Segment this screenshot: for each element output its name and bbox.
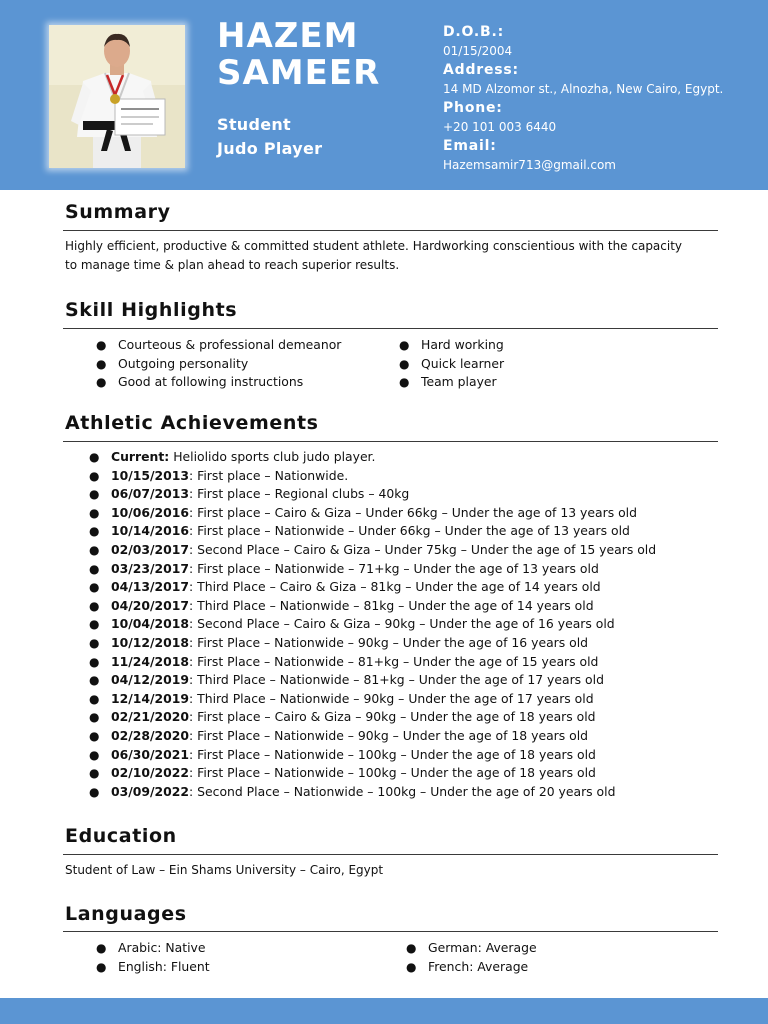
bullet-icon: ● bbox=[89, 542, 100, 557]
bullet-icon: ● bbox=[89, 598, 100, 613]
list-item bbox=[96, 355, 341, 374]
list-item bbox=[96, 336, 342, 355]
achievement-item bbox=[89, 764, 656, 783]
skills-heading: Skill Highlights bbox=[65, 299, 238, 321]
dob-label: D.O.B.: bbox=[443, 24, 505, 40]
bullet-icon: ● bbox=[89, 524, 100, 539]
address-label: Address: bbox=[443, 62, 519, 78]
summary-text bbox=[65, 237, 725, 275]
list-item bbox=[399, 336, 504, 355]
bullet-icon: ● bbox=[406, 941, 417, 955]
bullet-icon: ● bbox=[89, 784, 100, 799]
achievement-item bbox=[89, 597, 656, 616]
achievement-text: : First Place – Nationwide – 90kg – Under the age of 16 years old bbox=[189, 634, 589, 650]
achievement-date: 02/10/2022 bbox=[111, 765, 190, 781]
bullet-icon: ● bbox=[96, 338, 107, 352]
achievement-date: 10/06/2016 bbox=[111, 504, 190, 520]
achievement-item bbox=[89, 504, 656, 523]
achievement-text: : Second Place – Cairo & Giza – Under 75kg – Under the age of 15 years old bbox=[189, 541, 657, 557]
achievement-date: 04/20/2017 bbox=[111, 597, 190, 613]
achievement-date: 02/28/2020 bbox=[111, 727, 190, 743]
skill-text: Good at following instructions bbox=[118, 374, 304, 390]
skill-text: Outgoing personality bbox=[118, 355, 249, 371]
achievement-date: 10/14/2016 bbox=[111, 523, 190, 539]
dob-value: 01/15/2004 bbox=[443, 44, 513, 58]
email-value[interactable]: Hazemsamir713@gmail.com bbox=[443, 158, 616, 172]
summary-divider bbox=[63, 230, 718, 231]
language-text: English: Fluent bbox=[118, 958, 210, 974]
phone-label: Phone: bbox=[443, 100, 503, 116]
achievement-item bbox=[89, 653, 656, 672]
bullet-icon: ● bbox=[89, 635, 100, 650]
achievement-text: : First Place – Nationwide – 90kg – Under the age of 18 years old bbox=[189, 727, 589, 743]
languages-list-right bbox=[406, 939, 537, 976]
current-text: Heliolido sports club judo player. bbox=[169, 449, 376, 464]
skill-text: Hard working bbox=[421, 337, 504, 352]
bullet-icon: ● bbox=[89, 580, 100, 595]
achievement-item bbox=[89, 485, 656, 504]
education-divider bbox=[63, 854, 718, 855]
achievement-text: : Second Place – Cairo & Giza – 90kg – Under the age of 16 years old bbox=[189, 616, 615, 632]
role-judo-player: Judo Player bbox=[217, 139, 323, 158]
achievement-text: : First Place – Nationwide – 100kg – Under the age of 18 years old bbox=[189, 746, 596, 762]
achievement-text: : First place – Nationwide. bbox=[189, 467, 349, 483]
bullet-icon: ● bbox=[96, 375, 107, 390]
achievement-date: 03/09/2022 bbox=[111, 783, 190, 799]
language-text: Arabic: Native bbox=[118, 940, 206, 955]
achievement-text: : First place – Regional clubs – 40kg bbox=[189, 486, 410, 502]
footer-bar bbox=[0, 998, 768, 1024]
achievement-item bbox=[89, 783, 656, 802]
achievement-item bbox=[89, 690, 656, 709]
list-item bbox=[96, 958, 210, 977]
achievement-date: 04/12/2019 bbox=[111, 672, 190, 688]
achievement-item bbox=[89, 578, 656, 597]
bullet-icon: ● bbox=[399, 338, 410, 352]
current-label: Current: bbox=[111, 449, 170, 464]
skill-text: Courteous & professional demeanor bbox=[118, 337, 342, 352]
summary-line: Highly efficient, productive & committed student athlete. Hardworking conscientious with the capacity bbox=[65, 239, 683, 253]
bullet-icon: ● bbox=[89, 673, 100, 688]
achievement-item bbox=[89, 615, 656, 634]
achievement-text: : Third Place – Nationwide – 81+kg – Under the age of 17 years old bbox=[189, 672, 604, 688]
achievement-text: : Second Place – Nationwide – 100kg – Under the age of 20 years old bbox=[189, 783, 616, 799]
achievement-text: : Third Place – Nationwide – 90kg – Under the age of 17 years old bbox=[189, 690, 594, 706]
achievement-date: 03/23/2017 bbox=[111, 560, 190, 576]
bullet-icon: ● bbox=[89, 654, 100, 669]
role-student: Student bbox=[217, 115, 292, 134]
achievement-text: : Third Place – Nationwide – 81kg – Under the age of 14 years old bbox=[189, 597, 594, 613]
achievement-date: 02/21/2020 bbox=[111, 709, 190, 725]
phone-value: +20 101 003 6440 bbox=[443, 120, 557, 134]
achievements-heading: Athletic Achievements bbox=[65, 412, 319, 434]
achievement-date: 10/15/2013 bbox=[111, 467, 190, 483]
name-last: SAMEER bbox=[217, 53, 381, 93]
achievement-text: : First Place – Nationwide – 100kg – Under the age of 18 years old bbox=[189, 765, 596, 781]
achievement-item bbox=[89, 522, 656, 541]
achievement-item bbox=[89, 746, 656, 765]
education-text: Student of Law – Ein Shams University – Cairo, Egypt bbox=[65, 863, 384, 877]
achievement-text: : First place – Cairo & Giza – 90kg – Under the age of 18 years old bbox=[189, 709, 596, 725]
list-item bbox=[406, 958, 537, 977]
achievement-text: : First Place – Nationwide – 81+kg – Under the age of 15 years old bbox=[189, 653, 599, 669]
header-banner bbox=[0, 0, 768, 190]
language-text: German: Average bbox=[428, 940, 537, 955]
languages-list-left bbox=[96, 939, 210, 976]
bullet-icon: ● bbox=[399, 356, 410, 371]
bullet-icon: ● bbox=[89, 468, 100, 483]
achievement-date: 06/30/2021 bbox=[111, 746, 190, 762]
bullet-icon: ● bbox=[96, 941, 107, 955]
achievement-date: 11/24/2018 bbox=[111, 653, 190, 669]
achievement-text: : Third Place – Cairo & Giza – 81kg – Under the age of 14 years old bbox=[189, 579, 601, 595]
achievement-item bbox=[89, 671, 656, 690]
summary-line: to manage time & plan ahead to reach superior results. bbox=[65, 258, 400, 272]
bullet-icon: ● bbox=[406, 959, 417, 974]
bullet-icon: ● bbox=[89, 710, 100, 725]
achievement-date: 04/13/2017 bbox=[111, 579, 190, 595]
achievement-item bbox=[89, 634, 656, 653]
achievement-date: 12/14/2019 bbox=[111, 690, 190, 706]
achievement-item bbox=[89, 727, 656, 746]
bullet-icon: ● bbox=[89, 766, 100, 781]
bullet-icon: ● bbox=[89, 691, 100, 706]
achievement-item bbox=[89, 541, 657, 560]
education-heading: Education bbox=[65, 825, 177, 847]
bullet-icon: ● bbox=[89, 728, 100, 743]
contact-block bbox=[443, 23, 763, 175]
list-item bbox=[406, 939, 537, 958]
list-item bbox=[96, 939, 210, 958]
summary-heading: Summary bbox=[65, 201, 171, 223]
achievements-list bbox=[89, 448, 657, 801]
achievement-item bbox=[89, 560, 656, 579]
bullet-icon: ● bbox=[96, 959, 107, 974]
bullet-icon: ● bbox=[89, 617, 100, 632]
profile-photo bbox=[49, 25, 185, 168]
bullet-icon: ● bbox=[89, 747, 100, 762]
achievement-item bbox=[89, 467, 656, 486]
languages-divider bbox=[63, 931, 718, 932]
bullet-icon: ● bbox=[89, 487, 100, 502]
bullet-icon: ● bbox=[96, 356, 107, 371]
achievement-text: : First place – Nationwide – Under 66kg – Under the age of 13 years old bbox=[189, 523, 630, 539]
name-first: HAZEM bbox=[217, 16, 359, 56]
skill-text: Quick learner bbox=[421, 355, 505, 371]
achievement-date: 10/12/2018 bbox=[111, 634, 190, 650]
list-item bbox=[399, 373, 504, 392]
skills-divider bbox=[63, 328, 718, 329]
bullet-icon: ● bbox=[89, 561, 100, 576]
email-label: Email: bbox=[443, 138, 497, 154]
list-item bbox=[89, 448, 656, 467]
languages-heading: Languages bbox=[65, 903, 187, 925]
language-text: French: Average bbox=[428, 958, 529, 974]
candidate-roles bbox=[217, 113, 322, 161]
achievement-date: 06/07/2013 bbox=[111, 486, 190, 502]
bullet-icon: ● bbox=[399, 375, 410, 390]
achievement-text: : First place – Cairo & Giza – Under 66kg – Under the age of 13 years old bbox=[189, 504, 637, 520]
bullet-icon: ● bbox=[89, 450, 100, 464]
achievement-date: 02/03/2017 bbox=[111, 541, 190, 557]
list-item bbox=[96, 373, 341, 392]
candidate-name bbox=[217, 18, 417, 92]
address-value: 14 MD Alzomor st., Alnozha, New Cairo, Egypt. bbox=[443, 82, 724, 96]
list-item bbox=[399, 355, 505, 374]
skills-list-left bbox=[96, 336, 342, 392]
skill-text: Team player bbox=[421, 374, 497, 390]
achievement-item bbox=[89, 708, 656, 727]
achievement-date: 10/04/2018 bbox=[111, 616, 190, 632]
bullet-icon: ● bbox=[89, 505, 100, 520]
achievements-divider bbox=[63, 441, 718, 442]
achievement-text: : First place – Nationwide – 71+kg – Under the age of 13 years old bbox=[189, 560, 599, 576]
skills-list-right bbox=[399, 336, 505, 392]
